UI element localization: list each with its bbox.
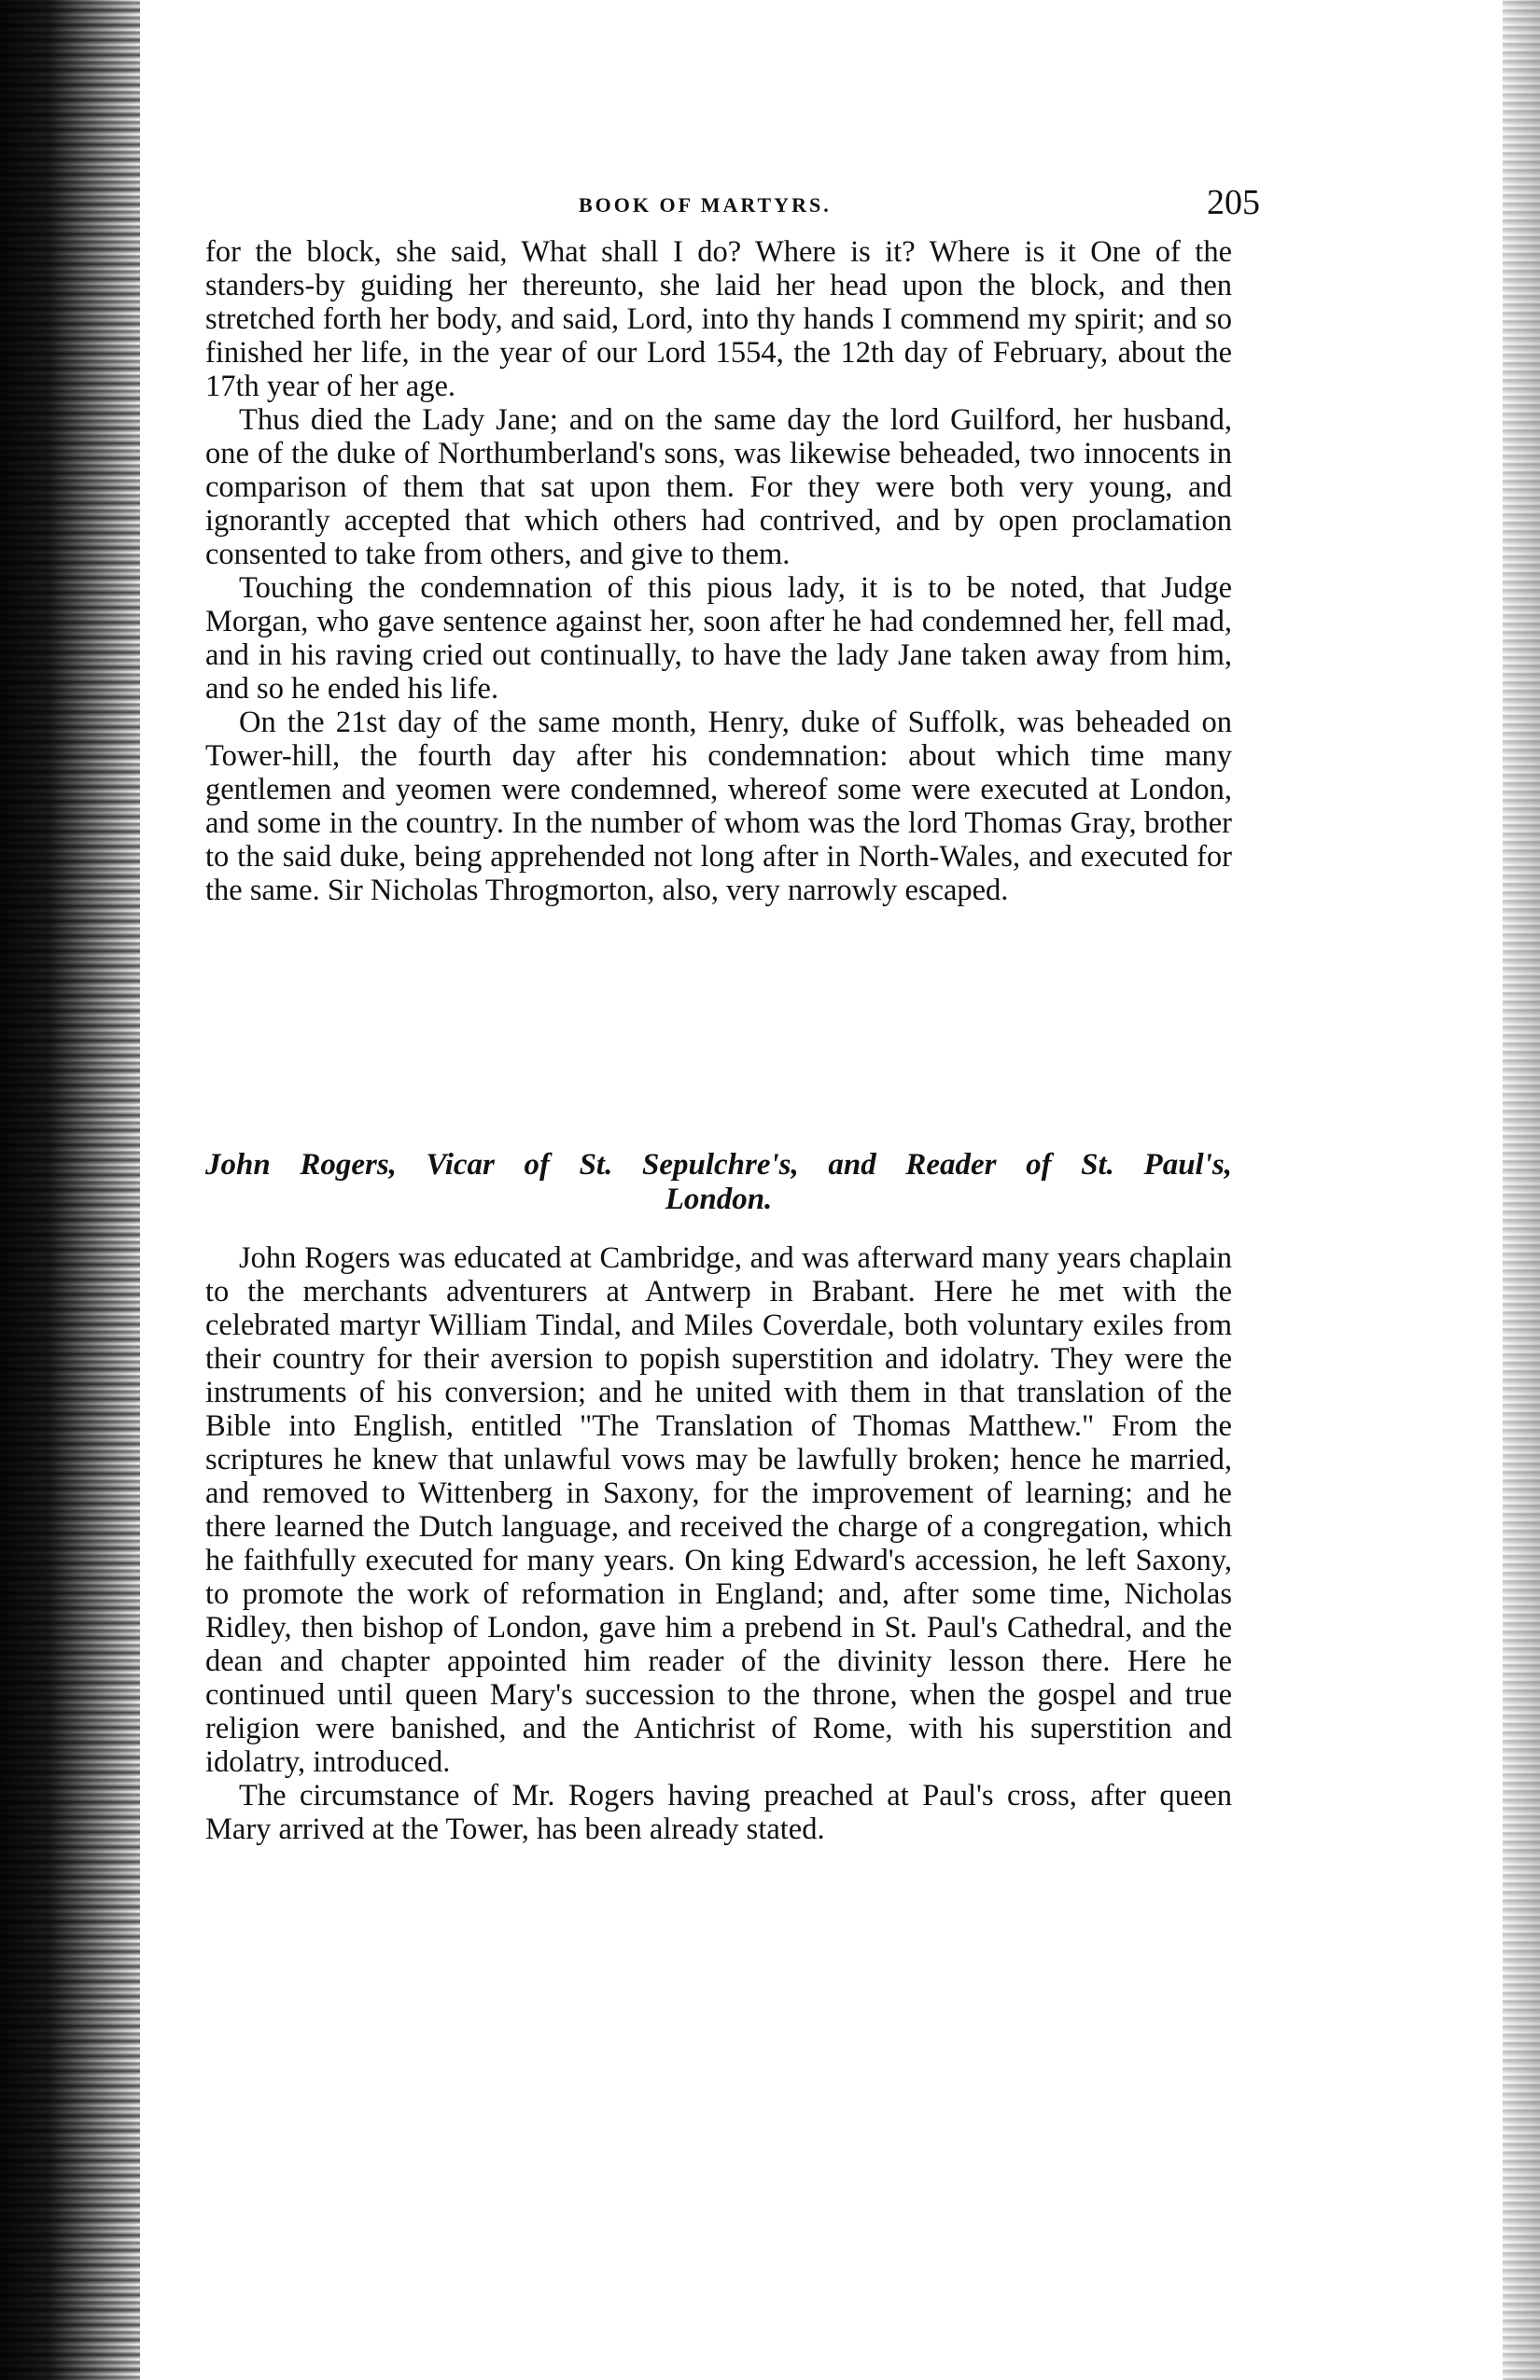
- paragraph: Touching the condemnation of this pious lady, it is to be noted, that Judge Morgan, who gave sentence against her, soon after he had condemned her, fell mad, and in his raving cried out continually, to have the lady Jane taken away from him, and so he ended his life.: [205, 571, 1232, 706]
- page-edge: [1503, 0, 1540, 2380]
- running-head: BOOK OF MARTYRS.: [579, 193, 832, 217]
- section-lady-jane: [205, 235, 1232, 907]
- paragraph: John Rogers was educated at Cambridge, and was afterward many years chaplain to the merchants adventurers at Antwerp in Brabant. Here he met with the celebrated martyr William Tindal, and Miles Coverdale, both voluntary exiles from their country for their aversion to popish superstition and idolatry. They were the instruments of his conversion; and he united with them in that translation of the Bible into English, entitled "The Translation of Thomas Matthew." From the scriptures he knew that unlawful vows may be lawfully broken; hence he married, and removed to Wittenberg in Saxony, for the improvement of learning; and he there learned the Dutch language, and received the charge of a congregation, which he faithfully executed for many years. On king Edward's accession, he left Saxony, to promote the work of reformation in England; and, after some time, Nicholas Ridley, then bishop of London, gave him a prebend in St. Paul's Cathedral, and the dean and chapter appointed him reader of the divinity lesson there. Here he continued until queen Mary's succession to the throne, when the gospel and true religion were banished, and the Antichrist of Rome, with his superstition and idolatry, introduced.: [205, 1241, 1232, 1779]
- section-heading-line: John Rogers, Vicar of St. Sepulchre's, and Reader of St. Paul's,: [205, 1148, 1232, 1182]
- page-header: [205, 182, 1260, 238]
- section-heading-line: London.: [665, 1183, 773, 1216]
- section-john-rogers: [205, 1241, 1232, 1846]
- binding-edge: [0, 0, 140, 2380]
- paragraph: for the block, she said, What shall I do? Where is it? Where is it One of the standers-by guiding her thereunto, she laid her head upon the block, and then stretched forth her body, and said, Lord, into thy hands I commend my spirit; and so finished her life, in the year of our Lord 1554, the 12th day of February, about the 17th year of her age.: [205, 235, 1232, 403]
- page-number: 205: [1207, 183, 1260, 222]
- paragraph: On the 21st day of the same month, Henry, duke of Suffolk, was beheaded on Tower-hill, the fourth day after his condemnation: about which time many gentlemen and yeomen were condemned, whereof some were executed at London, and some in the country. In the number of whom was the lord Thomas Gray, brother to the said duke, being apprehended not long after in North-Wales, and executed for the same. Sir Nicholas Throgmorton, also, very narrowly escaped.: [205, 706, 1232, 907]
- paragraph: Thus died the Lady Jane; and on the same day the lord Guilford, her husband, one of the duke of Northumberland's sons, was likewise beheaded, two innocents in comparison of them that sat upon them. For they were both very young, and ignorantly accepted that which others had contrived, and by open proclamation consented to take from others, and give to them.: [205, 403, 1232, 571]
- section-heading: [205, 1148, 1232, 1217]
- paragraph: The circumstance of Mr. Rogers having preached at Paul's cross, after queen Mary arrived at the Tower, has been already stated.: [205, 1779, 1232, 1846]
